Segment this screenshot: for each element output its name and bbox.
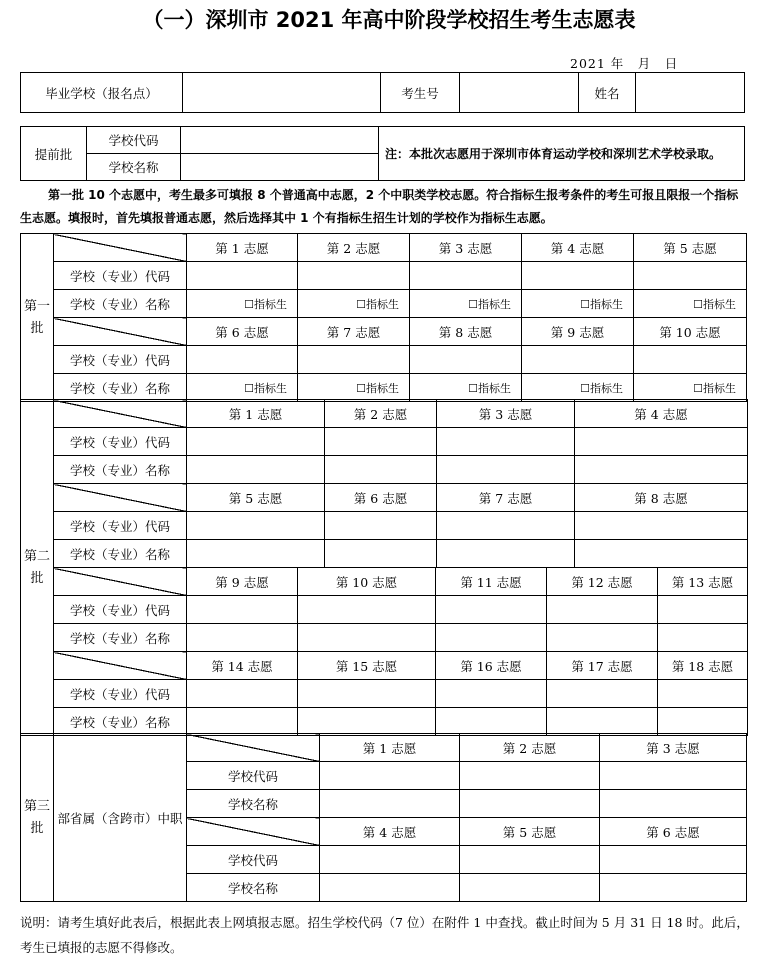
diagonal-header bbox=[54, 234, 187, 262]
quota-checkbox[interactable]: ☐指标生 bbox=[298, 290, 410, 318]
choice-header: 第 13 志愿 bbox=[658, 568, 748, 596]
name-field[interactable] bbox=[437, 540, 575, 568]
name-row-label: 学校名称 bbox=[187, 790, 320, 818]
code-field[interactable] bbox=[187, 346, 298, 374]
early-code-field[interactable] bbox=[181, 127, 379, 154]
choice-header: 第 5 志愿 bbox=[634, 234, 747, 262]
early-batch-table bbox=[20, 126, 745, 181]
choice-header: 第 1 志愿 bbox=[187, 400, 325, 428]
code-row-label: 学校（专业）代码 bbox=[54, 680, 187, 708]
code-field[interactable] bbox=[436, 680, 547, 708]
name-field[interactable] bbox=[325, 456, 437, 484]
choice-header: 第 7 志愿 bbox=[437, 484, 575, 512]
code-field[interactable] bbox=[460, 846, 600, 874]
name-field[interactable] bbox=[460, 790, 600, 818]
batch1-table bbox=[20, 233, 747, 402]
code-field[interactable] bbox=[410, 262, 522, 290]
choice-header: 第 4 志愿 bbox=[522, 234, 634, 262]
choice-header: 第 6 志愿 bbox=[325, 484, 437, 512]
choice-header: 第 3 志愿 bbox=[410, 234, 522, 262]
name-field[interactable] bbox=[575, 540, 748, 568]
code-field[interactable] bbox=[298, 346, 410, 374]
name-field[interactable] bbox=[187, 624, 298, 652]
choice-header: 第 6 志愿 bbox=[600, 818, 747, 846]
name-row-label: 学校（专业）名称 bbox=[54, 540, 187, 568]
quota-checkbox[interactable]: ☐指标生 bbox=[634, 374, 747, 402]
name-label: 姓名 bbox=[579, 73, 636, 113]
name-field[interactable] bbox=[187, 456, 325, 484]
choice-header: 第 14 志愿 bbox=[187, 652, 298, 680]
diagonal-header bbox=[54, 568, 187, 596]
quota-checkbox[interactable]: ☐指标生 bbox=[187, 374, 298, 402]
code-field[interactable] bbox=[187, 512, 325, 540]
code-field[interactable] bbox=[575, 428, 748, 456]
code-field[interactable] bbox=[522, 262, 634, 290]
choice-header: 第 10 志愿 bbox=[298, 568, 436, 596]
name-field[interactable] bbox=[460, 874, 600, 902]
code-field[interactable] bbox=[410, 346, 522, 374]
code-field[interactable] bbox=[634, 262, 747, 290]
code-field[interactable] bbox=[298, 680, 436, 708]
code-field[interactable] bbox=[547, 596, 658, 624]
name-field[interactable] bbox=[547, 624, 658, 652]
choice-header: 第 3 志愿 bbox=[600, 734, 747, 762]
batch1-label: 第一批 bbox=[21, 234, 54, 402]
name-field[interactable] bbox=[658, 624, 748, 652]
batch3-category: 部省属（含跨市）中职 bbox=[54, 734, 187, 902]
choice-header: 第 3 志愿 bbox=[437, 400, 575, 428]
code-field[interactable] bbox=[325, 512, 437, 540]
choice-header: 第 9 志愿 bbox=[522, 318, 634, 346]
name-field[interactable] bbox=[187, 540, 325, 568]
code-row-label: 学校（专业）代码 bbox=[54, 596, 187, 624]
early-name-label: 学校名称 bbox=[87, 154, 181, 181]
name-row-label: 学校（专业）名称 bbox=[54, 374, 187, 402]
name-row-label: 学校（专业）名称 bbox=[54, 624, 187, 652]
quota-checkbox[interactable]: ☐指标生 bbox=[410, 374, 522, 402]
batch3-label: 第三批 bbox=[21, 734, 54, 902]
choice-header: 第 2 志愿 bbox=[325, 400, 437, 428]
quota-checkbox[interactable]: ☐指标生 bbox=[522, 374, 634, 402]
name-row-label: 学校（专业）名称 bbox=[54, 456, 187, 484]
name-row-label: 学校名称 bbox=[187, 874, 320, 902]
code-row-label: 学校代码 bbox=[187, 762, 320, 790]
name-field[interactable] bbox=[436, 624, 547, 652]
choice-header: 第 12 志愿 bbox=[547, 568, 658, 596]
early-name-field[interactable] bbox=[181, 154, 379, 181]
quota-checkbox[interactable]: ☐指标生 bbox=[522, 290, 634, 318]
page-title: （一）深圳市 2021 年高中阶段学校招生考生志愿表 bbox=[142, 8, 636, 32]
code-field[interactable] bbox=[325, 428, 437, 456]
code-field[interactable] bbox=[634, 346, 747, 374]
code-field[interactable] bbox=[298, 596, 436, 624]
name-field[interactable] bbox=[325, 540, 437, 568]
choice-header: 第 5 志愿 bbox=[460, 818, 600, 846]
code-field[interactable] bbox=[658, 596, 748, 624]
name-field[interactable] bbox=[600, 874, 747, 902]
code-field[interactable] bbox=[437, 512, 575, 540]
code-field[interactable] bbox=[658, 680, 748, 708]
code-field[interactable] bbox=[522, 346, 634, 374]
student-info-table bbox=[20, 72, 745, 113]
code-field[interactable] bbox=[187, 262, 298, 290]
code-row-label: 学校（专业）代码 bbox=[54, 428, 187, 456]
choice-header: 第 4 志愿 bbox=[320, 818, 460, 846]
diagonal-header bbox=[187, 818, 320, 846]
name-field[interactable] bbox=[658, 708, 748, 736]
date-line: 2021 年 月 日 bbox=[570, 56, 679, 71]
code-field[interactable] bbox=[437, 428, 575, 456]
name-field[interactable] bbox=[437, 456, 575, 484]
school-field[interactable] bbox=[183, 73, 381, 113]
name-field[interactable] bbox=[575, 456, 748, 484]
quota-checkbox[interactable]: ☐指标生 bbox=[410, 290, 522, 318]
quota-checkbox[interactable]: ☐指标生 bbox=[187, 290, 298, 318]
choice-header: 第 1 志愿 bbox=[187, 234, 298, 262]
name-field[interactable] bbox=[436, 708, 547, 736]
diagonal-header bbox=[54, 652, 187, 680]
diagonal-header bbox=[54, 400, 187, 428]
name-field[interactable] bbox=[547, 708, 658, 736]
code-row-label: 学校（专业）代码 bbox=[54, 512, 187, 540]
choice-header: 第 8 志愿 bbox=[410, 318, 522, 346]
code-row-label: 学校（专业）代码 bbox=[54, 262, 187, 290]
batch2-table bbox=[20, 399, 748, 736]
name-field[interactable] bbox=[320, 874, 460, 902]
choice-header: 第 4 志愿 bbox=[575, 400, 748, 428]
name-field[interactable] bbox=[600, 790, 747, 818]
name-field[interactable] bbox=[298, 624, 436, 652]
choice-header: 第 16 志愿 bbox=[436, 652, 547, 680]
code-field[interactable] bbox=[298, 262, 410, 290]
choice-header: 第 1 志愿 bbox=[320, 734, 460, 762]
diagonal-header bbox=[187, 734, 320, 762]
code-field[interactable] bbox=[575, 512, 748, 540]
code-field[interactable] bbox=[320, 762, 460, 790]
code-row-label: 学校代码 bbox=[187, 846, 320, 874]
footer-note: 说明：请考生填好此表后，根据此表上网填报志愿。招生学校代码（7 位）在附件 1 中查找。截止时间为 5 月 31 日 18 时。此后，考生已填报的志愿不得修改。 bbox=[20, 915, 749, 955]
exam-no-label: 考生号 bbox=[381, 73, 460, 113]
school-label: 毕业学校（报名点） bbox=[21, 73, 183, 113]
choice-header: 第 9 志愿 bbox=[187, 568, 298, 596]
name-field[interactable] bbox=[320, 790, 460, 818]
choice-header: 第 5 志愿 bbox=[187, 484, 325, 512]
name-row-label: 学校（专业）名称 bbox=[54, 290, 187, 318]
choice-header: 第 8 志愿 bbox=[575, 484, 748, 512]
choice-header: 第 6 志愿 bbox=[187, 318, 298, 346]
choice-header: 第 2 志愿 bbox=[298, 234, 410, 262]
name-row-label: 学校（专业）名称 bbox=[54, 708, 187, 736]
early-code-label: 学校代码 bbox=[87, 127, 181, 154]
code-field[interactable] bbox=[187, 680, 298, 708]
quota-checkbox[interactable]: ☐指标生 bbox=[298, 374, 410, 402]
code-field[interactable] bbox=[320, 846, 460, 874]
early-batch-label: 提前批 bbox=[21, 127, 87, 181]
choice-header: 第 10 志愿 bbox=[634, 318, 747, 346]
batch3-table bbox=[20, 733, 747, 902]
choice-header: 第 17 志愿 bbox=[547, 652, 658, 680]
choice-header: 第 2 志愿 bbox=[460, 734, 600, 762]
early-batch-note: 注：本批次志愿用于深圳市体育运动学校和深圳艺术学校录取。 bbox=[379, 127, 745, 181]
choice-header: 第 15 志愿 bbox=[298, 652, 436, 680]
code-field[interactable] bbox=[436, 596, 547, 624]
code-field[interactable] bbox=[600, 846, 747, 874]
name-field[interactable] bbox=[298, 708, 436, 736]
code-field[interactable] bbox=[460, 762, 600, 790]
diagonal-header bbox=[54, 484, 187, 512]
code-field[interactable] bbox=[600, 762, 747, 790]
name-field[interactable] bbox=[187, 708, 298, 736]
code-field[interactable] bbox=[187, 428, 325, 456]
choice-header: 第 11 志愿 bbox=[436, 568, 547, 596]
quota-checkbox[interactable]: ☐指标生 bbox=[634, 290, 747, 318]
code-field[interactable] bbox=[547, 680, 658, 708]
choice-header: 第 18 志愿 bbox=[658, 652, 748, 680]
batch1-instruction: 第一批 10 个志愿中，考生最多可填报 8 个普通高中志愿，2 个中职类学校志愿。符合指标生报考条件的考生可报且限报一个指标生志愿。填报时，首先填报普通志愿，然后选择其中 1 个有指标生招生计划的学校作为指标生志愿。 bbox=[20, 188, 739, 225]
exam-no-field[interactable] bbox=[460, 73, 579, 113]
code-row-label: 学校（专业）代码 bbox=[54, 346, 187, 374]
batch2-label: 第二批 bbox=[21, 400, 54, 736]
code-field[interactable] bbox=[187, 596, 298, 624]
choice-header: 第 7 志愿 bbox=[298, 318, 410, 346]
diagonal-header bbox=[54, 318, 187, 346]
name-field[interactable] bbox=[636, 73, 745, 113]
